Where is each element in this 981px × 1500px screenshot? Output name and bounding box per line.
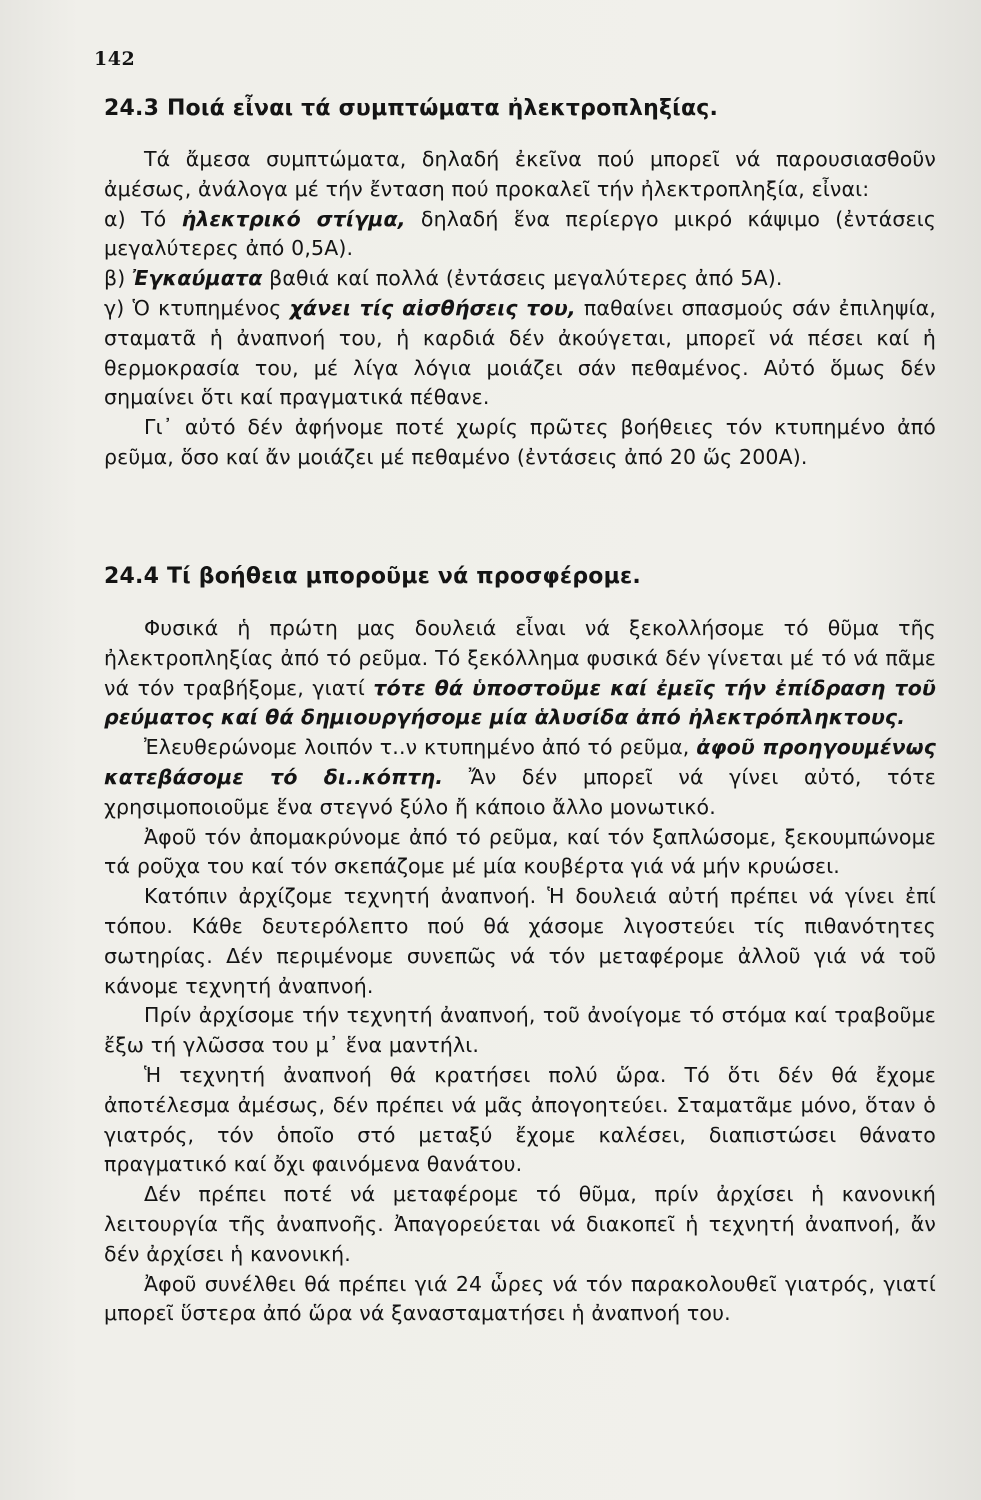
paragraph-6: Ἡ τεχνητή ἀναπνοή θά κρατήσει πολύ ὥρα. Τό ὅτι δέν θά ἔχομε ἀποτέλεσμα ἀμέσως, δέν πρέπει νά μᾶς ἀπογοητεύει. Σταματᾶμε μόνο, ὅταν ὁ γιατρός, τόν ὁποῖο στό μεταξύ ἔχομε καλέσει, διαπιστώσει θάνατο πραγματικό καί ὄχι φαινόμενα θανάτου. [104,1062,936,1177]
section-24-3-body [104,145,936,473]
paragraph-1 [104,614,936,733]
item-b-prefix: β) [104,266,133,291]
section-heading-24-4: 24.4 Τί βοήθεια μποροῦμε νά προσφέρομε. [104,564,641,589]
symptom-item-a [104,205,936,265]
intro-paragraph: Τά ἄμεσα συμπτώματα, δηλαδή ἐκεῖνα πού μπορεῖ νά παρουσιασθοῦν ἀμέσως, ἀνάλογα μέ τήν ἔνταση πού προκαλεῖ τήν ἠλεκτροπληξία, εἶναι: [104,147,936,201]
closing-paragraph: Γι᾽ αὐτό δέν ἀφήνομε ποτέ χωρίς πρῶτες βοήθειες τόν κτυπημένο ἀπό ρεῦμα, ὅσο καί ἄν μοιάζει μέ πεθαμένο (ἐντάσεις ἀπό 20 ὥς 200Α). [104,415,936,469]
paragraph-7: Δέν πρέπει ποτέ νά μεταφέρομε τό θῦμα, πρίν ἀρχίσει ἡ κανονική λειτουργία τῆς ἀναπνοῆς. Ἀπαγορεύεται νά διακοπεῖ ἡ τεχνητή ἀναπνοή, ἄν δέν ἀρχίσει ἡ κανονική. [104,1182,936,1266]
paragraph-2-rest: Ἄν δέν μπορεῖ νά γίνει αὐτό, τότε χρησιμοποιοῦμε ἕνα στεγνό ξύλο ἤ κάποιο ἄλλο μονωτικό. [104,764,937,819]
section-heading-24-3: 24.3 Ποιά εἶναι τά συμπτώματα ἠλεκτροπληξίας. [104,96,719,121]
symptom-item-b [104,264,936,294]
item-b-text: βαθιά καί πολλά (ἐντάσεις μεγαλύτερες ἀπό 5Α). [262,266,783,291]
symptom-item-c [104,294,936,413]
paragraph-2-emphasis: ἀφοῦ προηγουμένως κατεβάσομε τό δι..κόπτη. [104,735,936,789]
item-b-emphasis: Ἐγκαύματα [132,266,263,291]
paragraph-5: Πρίν ἀρχίσομε τήν τεχνητή ἀναπνοή, τοῦ ἀνοίγομε τό στόμα καί τραβοῦμε ἔξω τή γλῶσσα του μ᾽ ἕνα μαντήλι. [104,1003,936,1058]
paragraph-2 [104,733,936,822]
item-c-prefix: γ) Ὁ κτυπημένος [104,295,290,320]
section-24-4-body [104,614,936,1329]
paragraph-8: Ἀφοῦ συνέλθει θά πρέπει γιά 24 ὧρες νά τόν παρακολουθεῖ γιατρός, γιατί μπορεῖ ὕστερα ἀπό ὥρα νά ξανασταματήσει ἡ ἀναπνοή του. [104,1271,936,1326]
paragraph-1-emphasis: τότε θά ὑποστοῦμε καί ἐμεῖς τήν ἐπίδραση τοῦ ρεύματος καί θά δημιουργήσομε μία ἁλυσίδα ἀπό ἠλεκτρόπληκτους. [104,675,936,730]
item-a-prefix: α) Τό [104,206,182,231]
paragraph-4: Κατόπιν ἀρχίζομε τεχνητή ἀναπνοή. Ἡ δουλειά αὐτή πρέπει νά γίνει ἐπί τόπου. Κάθε δευτερόλεπτο πού θά χάσομε λιγοστεύει τίς πιθανότητες σωτηρίας. Δέν περιμένομε συνεπῶς νά τόν μεταφέρομε ἀλλοῦ γιά νά τοῦ κάνομε τεχνητή ἀναπνοή. [104,884,936,998]
paragraph-2-text: Ἐλευθερώνομε λοιπόν τ..ν κτυπημένο ἀπό τό ρεῦμα, [144,735,697,760]
paragraph-3: Ἀφοῦ τόν ἀπομακρύνομε ἀπό τό ρεῦμα, καί τόν ξαπλώσομε, ξεκουμπώνομε τά ροῦχα του καί τόν σκεπάζομε μέ μία κουβέρτα γιά νά μήν κρυώσει. [104,824,936,879]
paragraph-1-text: Φυσικά ἡ πρώτη μας δουλειά εἶναι νά ξεκολλήσομε τό θῦμα τῆς ἠλεκτροπληξίας ἀπό τό ρεῦμα. Τό ξεκόλλημα φυσικά δέν γίνεται μέ τό νά πᾶμε νά τόν τραβήξομε, γιατί [104,616,936,700]
item-c-emphasis: χάνει τίς αἰσθήσεις του, [289,295,576,320]
item-c-text: παθαίνει σπασμούς σάν ἐπιληψία, σταματᾶ ἡ ἀναπνοή του, ἡ καρδιά δέν ἀκούγεται, μπορεῖ νά πέσει καί ἡ θερμοκρασία του, μέ λίγα λόγια μοιάζει σάν πεθαμένος. Αὐτό ὅμως δέν σημαίνει ὅτι καί πραγματικά πέθανε. [104,295,936,410]
page-number: 142 [94,48,136,70]
item-a-emphasis: ἠλεκτρικό στίγμα, [181,206,406,231]
item-a-text: δηλαδή ἕνα περίεργο μικρό κάψιμο (ἐντάσεις μεγαλύτερες ἀπό 0,5Α). [104,206,936,261]
